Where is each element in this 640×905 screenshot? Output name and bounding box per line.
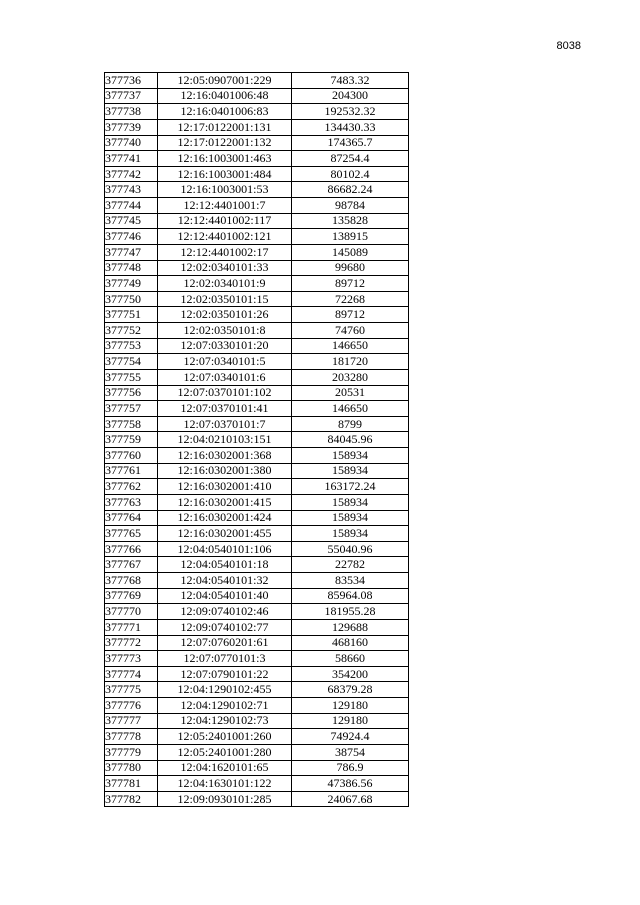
table-row	[105, 463, 409, 479]
value-cell: 7483.32	[292, 73, 409, 89]
cadastral-number-cell: 12:09:0930101:285	[158, 791, 292, 807]
table-row	[105, 182, 409, 198]
cadastral-number-cell: 12:12:4401002:17	[158, 244, 292, 260]
table-row	[105, 73, 409, 89]
table-row	[105, 635, 409, 651]
value-cell: 83534	[292, 573, 409, 589]
cadastral-number-cell: 12:16:0302001:424	[158, 510, 292, 526]
value-cell: 158934	[292, 526, 409, 542]
row-id-cell: 377782	[105, 791, 158, 807]
value-cell: 129688	[292, 619, 409, 635]
table-row	[105, 651, 409, 667]
row-id-cell: 377760	[105, 448, 158, 464]
cadastral-number-cell: 12:02:0340101:33	[158, 260, 292, 276]
row-id-cell: 377756	[105, 385, 158, 401]
value-cell: 98784	[292, 198, 409, 214]
row-id-cell: 377744	[105, 198, 158, 214]
table-row	[105, 260, 409, 276]
table-row	[105, 307, 409, 323]
value-cell: 22782	[292, 557, 409, 573]
cadastral-number-cell: 12:04:1620101:65	[158, 760, 292, 776]
cadastral-value-table	[104, 72, 409, 807]
value-cell: 68379.28	[292, 682, 409, 698]
table-row	[105, 666, 409, 682]
table-row	[105, 291, 409, 307]
value-cell: 38754	[292, 744, 409, 760]
cadastral-number-cell: 12:12:4401002:121	[158, 229, 292, 245]
cadastral-number-cell: 12:07:0790101:22	[158, 666, 292, 682]
row-id-cell: 377757	[105, 401, 158, 417]
value-cell: 158934	[292, 463, 409, 479]
row-id-cell: 377755	[105, 369, 158, 385]
cadastral-number-cell: 12:17:0122001:132	[158, 135, 292, 151]
table-row	[105, 541, 409, 557]
cadastral-number-cell: 12:07:0370101:102	[158, 385, 292, 401]
cadastral-number-cell: 12:02:0340101:9	[158, 276, 292, 292]
row-id-cell: 377770	[105, 604, 158, 620]
table-row	[105, 494, 409, 510]
row-id-cell: 377741	[105, 151, 158, 167]
cadastral-number-cell: 12:04:0540101:32	[158, 573, 292, 589]
value-cell: 158934	[292, 510, 409, 526]
table-row	[105, 744, 409, 760]
row-id-cell: 377768	[105, 573, 158, 589]
table-row	[105, 791, 409, 807]
row-id-cell: 377765	[105, 526, 158, 542]
row-id-cell: 377781	[105, 776, 158, 792]
table-row	[105, 682, 409, 698]
cadastral-number-cell: 12:07:0770101:3	[158, 651, 292, 667]
value-cell: 354200	[292, 666, 409, 682]
value-cell: 99680	[292, 260, 409, 276]
table-row	[105, 401, 409, 417]
value-cell: 80102.4	[292, 166, 409, 182]
table-row	[105, 198, 409, 214]
table-row	[105, 448, 409, 464]
row-id-cell: 377763	[105, 494, 158, 510]
row-id-cell: 377754	[105, 354, 158, 370]
row-id-cell: 377753	[105, 338, 158, 354]
row-id-cell: 377773	[105, 651, 158, 667]
table-row	[105, 510, 409, 526]
table-row	[105, 416, 409, 432]
table-row	[105, 698, 409, 714]
table-row	[105, 229, 409, 245]
table-row	[105, 385, 409, 401]
row-id-cell: 377745	[105, 213, 158, 229]
value-cell: 55040.96	[292, 541, 409, 557]
value-cell: 24067.68	[292, 791, 409, 807]
value-cell: 158934	[292, 494, 409, 510]
row-id-cell: 377747	[105, 244, 158, 260]
value-cell: 74760	[292, 323, 409, 339]
cadastral-number-cell: 12:16:1003001:484	[158, 166, 292, 182]
value-cell: 204300	[292, 88, 409, 104]
table-row	[105, 573, 409, 589]
row-id-cell: 377737	[105, 88, 158, 104]
value-cell: 89712	[292, 307, 409, 323]
row-id-cell: 377779	[105, 744, 158, 760]
table-row	[105, 104, 409, 120]
table-row	[105, 432, 409, 448]
row-id-cell: 377766	[105, 541, 158, 557]
cadastral-number-cell: 12:04:1290102:73	[158, 713, 292, 729]
row-id-cell: 377777	[105, 713, 158, 729]
table-row	[105, 369, 409, 385]
table-row	[105, 213, 409, 229]
value-cell: 129180	[292, 713, 409, 729]
value-cell: 181720	[292, 354, 409, 370]
cadastral-number-cell: 12:09:0740102:77	[158, 619, 292, 635]
value-cell: 134430.33	[292, 119, 409, 135]
cadastral-number-cell: 12:16:0302001:415	[158, 494, 292, 510]
table-row	[105, 276, 409, 292]
table-row	[105, 604, 409, 620]
table-row	[105, 729, 409, 745]
row-id-cell: 377780	[105, 760, 158, 776]
table-row	[105, 135, 409, 151]
cadastral-number-cell: 12:16:0401006:48	[158, 88, 292, 104]
row-id-cell: 377749	[105, 276, 158, 292]
cadastral-number-cell: 12:07:0340101:5	[158, 354, 292, 370]
row-id-cell: 377758	[105, 416, 158, 432]
row-id-cell: 377762	[105, 479, 158, 495]
row-id-cell: 377736	[105, 73, 158, 89]
row-id-cell: 377739	[105, 119, 158, 135]
cadastral-number-cell: 12:04:1290102:455	[158, 682, 292, 698]
table-row	[105, 166, 409, 182]
cadastral-number-cell: 12:04:1290102:71	[158, 698, 292, 714]
table-row	[105, 151, 409, 167]
table-row	[105, 619, 409, 635]
cadastral-number-cell: 12:02:0350101:15	[158, 291, 292, 307]
row-id-cell: 377750	[105, 291, 158, 307]
value-cell: 145089	[292, 244, 409, 260]
row-id-cell: 377764	[105, 510, 158, 526]
cadastral-number-cell: 12:07:0370101:7	[158, 416, 292, 432]
table-row	[105, 88, 409, 104]
row-id-cell: 377774	[105, 666, 158, 682]
table-row	[105, 713, 409, 729]
page-number: 8038	[556, 40, 581, 52]
row-id-cell: 377771	[105, 619, 158, 635]
value-cell: 174365.7	[292, 135, 409, 151]
table-row	[105, 760, 409, 776]
row-id-cell: 377775	[105, 682, 158, 698]
row-id-cell: 377752	[105, 323, 158, 339]
row-id-cell: 377769	[105, 588, 158, 604]
table-row	[105, 557, 409, 573]
value-cell: 163172.24	[292, 479, 409, 495]
cadastral-number-cell: 12:17:0122001:131	[158, 119, 292, 135]
row-id-cell: 377759	[105, 432, 158, 448]
cadastral-number-cell: 12:05:0907001:229	[158, 73, 292, 89]
row-id-cell: 377767	[105, 557, 158, 573]
value-cell: 181955.28	[292, 604, 409, 620]
row-id-cell: 377740	[105, 135, 158, 151]
cadastral-number-cell: 12:07:0330101:20	[158, 338, 292, 354]
value-cell: 138915	[292, 229, 409, 245]
row-id-cell: 377748	[105, 260, 158, 276]
value-cell: 129180	[292, 698, 409, 714]
value-cell: 58660	[292, 651, 409, 667]
cadastral-number-cell: 12:07:0370101:41	[158, 401, 292, 417]
cadastral-number-cell: 12:02:0350101:26	[158, 307, 292, 323]
cadastral-number-cell: 12:05:2401001:280	[158, 744, 292, 760]
cadastral-number-cell: 12:16:0302001:410	[158, 479, 292, 495]
cadastral-number-cell: 12:12:4401001:7	[158, 198, 292, 214]
value-cell: 146650	[292, 338, 409, 354]
row-id-cell: 377751	[105, 307, 158, 323]
value-cell: 87254.4	[292, 151, 409, 167]
row-id-cell: 377776	[105, 698, 158, 714]
value-cell: 8799	[292, 416, 409, 432]
table-body	[105, 73, 409, 807]
table-row	[105, 479, 409, 495]
value-cell: 135828	[292, 213, 409, 229]
cadastral-number-cell: 12:04:0540101:40	[158, 588, 292, 604]
cadastral-number-cell: 12:16:0302001:455	[158, 526, 292, 542]
value-cell: 192532.32	[292, 104, 409, 120]
value-cell: 85964.08	[292, 588, 409, 604]
value-cell: 20531	[292, 385, 409, 401]
row-id-cell: 377761	[105, 463, 158, 479]
table-row	[105, 526, 409, 542]
row-id-cell: 377778	[105, 729, 158, 745]
value-cell: 468160	[292, 635, 409, 651]
value-cell: 89712	[292, 276, 409, 292]
value-cell: 72268	[292, 291, 409, 307]
cadastral-number-cell: 12:16:0401006:83	[158, 104, 292, 120]
table-row	[105, 776, 409, 792]
row-id-cell: 377743	[105, 182, 158, 198]
cadastral-number-cell: 12:04:1630101:122	[158, 776, 292, 792]
value-cell: 158934	[292, 448, 409, 464]
cadastral-number-cell: 12:07:0340101:6	[158, 369, 292, 385]
value-cell: 86682.24	[292, 182, 409, 198]
table-row	[105, 244, 409, 260]
cadastral-number-cell: 12:16:0302001:368	[158, 448, 292, 464]
cadastral-number-cell: 12:12:4401002:117	[158, 213, 292, 229]
table-row	[105, 338, 409, 354]
value-cell: 84045.96	[292, 432, 409, 448]
row-id-cell: 377742	[105, 166, 158, 182]
cadastral-number-cell: 12:04:0540101:106	[158, 541, 292, 557]
cadastral-number-cell: 12:04:0540101:18	[158, 557, 292, 573]
row-id-cell: 377746	[105, 229, 158, 245]
value-cell: 203280	[292, 369, 409, 385]
value-cell: 47386.56	[292, 776, 409, 792]
cadastral-number-cell: 12:09:0740102:46	[158, 604, 292, 620]
row-id-cell: 377772	[105, 635, 158, 651]
table-row	[105, 354, 409, 370]
cadastral-number-cell: 12:04:0210103:151	[158, 432, 292, 448]
value-cell: 74924.4	[292, 729, 409, 745]
table-row	[105, 323, 409, 339]
cadastral-number-cell: 12:16:1003001:463	[158, 151, 292, 167]
value-cell: 146650	[292, 401, 409, 417]
table-row	[105, 588, 409, 604]
cadastral-number-cell: 12:16:0302001:380	[158, 463, 292, 479]
table-row	[105, 119, 409, 135]
cadastral-number-cell: 12:02:0350101:8	[158, 323, 292, 339]
row-id-cell: 377738	[105, 104, 158, 120]
cadastral-number-cell: 12:07:0760201:61	[158, 635, 292, 651]
cadastral-number-cell: 12:16:1003001:53	[158, 182, 292, 198]
cadastral-number-cell: 12:05:2401001:260	[158, 729, 292, 745]
value-cell: 786.9	[292, 760, 409, 776]
